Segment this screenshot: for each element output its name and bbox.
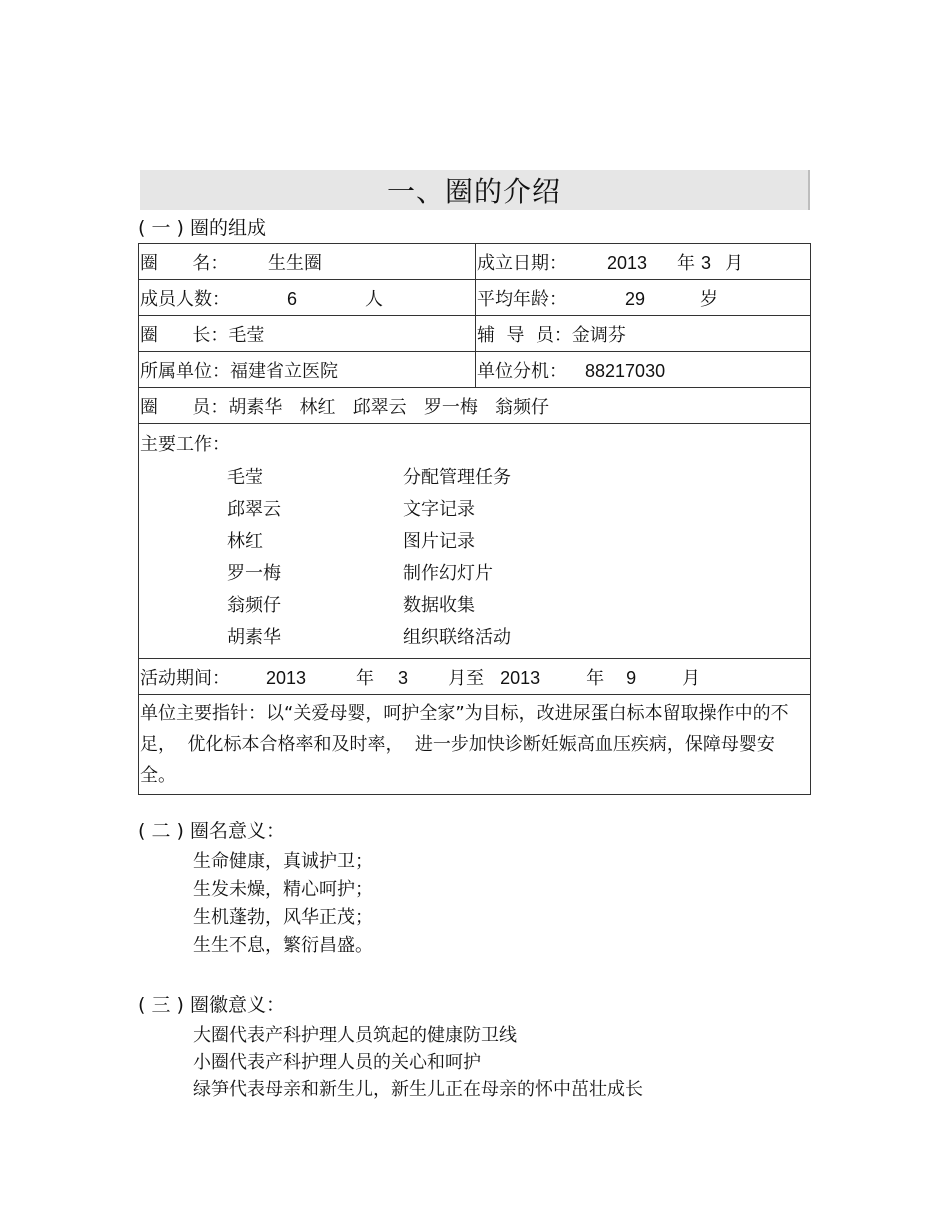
table-row bbox=[139, 659, 811, 695]
advisor-value: 金调芬 bbox=[571, 324, 626, 346]
unit-value: 福建省立医院 bbox=[230, 360, 338, 382]
circle-name-label: 圈 名： bbox=[140, 252, 229, 274]
members-value: 胡素华 林红 邱翠云 罗一梅 翁频仔 bbox=[228, 396, 550, 418]
unit-cell bbox=[139, 352, 476, 388]
work-list bbox=[140, 460, 810, 652]
list-item bbox=[140, 524, 810, 556]
table-row bbox=[139, 424, 811, 659]
circle-name-value: 生生圈 bbox=[268, 252, 322, 274]
founded-year-unit: 年 bbox=[677, 252, 696, 274]
period-end-month: 9 bbox=[626, 667, 637, 688]
circle-name-cell bbox=[139, 244, 476, 280]
members-count-label: 成员人数： bbox=[140, 288, 230, 310]
work-member-name: 胡素华 bbox=[227, 627, 281, 648]
work-member-name: 毛莹 bbox=[227, 467, 263, 488]
work-member-task: 文字记录 bbox=[403, 499, 475, 520]
unit-label: 所属单位： bbox=[140, 360, 230, 382]
emblem-meaning-line: 绿笋代表母亲和新生儿，新生儿正在母亲的怀中茁壮成长 bbox=[193, 1079, 643, 1100]
work-member-task: 组织联络活动 bbox=[403, 627, 511, 648]
founded-date-label: 成立日期： bbox=[477, 252, 567, 274]
work-member-name: 林红 bbox=[227, 531, 263, 552]
members-cell bbox=[139, 388, 811, 424]
members-count-cell bbox=[139, 280, 476, 316]
founded-month-unit: 月 bbox=[725, 252, 744, 274]
work-member-name: 翁频仔 bbox=[227, 595, 281, 616]
main-work-label: 主要工作： bbox=[140, 434, 230, 455]
leader-cell bbox=[139, 316, 476, 352]
emblem-meaning-line: 小圈代表产科护理人员的关心和呵护 bbox=[193, 1052, 481, 1073]
table-row bbox=[139, 280, 811, 316]
members-label: 圈 员： bbox=[140, 396, 229, 418]
founded-date-cell bbox=[476, 244, 811, 280]
period-start-year: 2013 bbox=[266, 667, 307, 688]
members-count-value: 6 bbox=[287, 288, 298, 309]
leader-value: 毛莹 bbox=[228, 324, 265, 346]
main-work-cell bbox=[139, 424, 811, 659]
table-row bbox=[139, 695, 811, 795]
period-start-month: 3 bbox=[398, 667, 409, 688]
average-age-value: 29 bbox=[625, 288, 646, 309]
list-item bbox=[140, 588, 810, 620]
table-row bbox=[139, 352, 811, 388]
advisor-label: 辅 导 员： bbox=[477, 324, 572, 346]
work-member-task: 图片记录 bbox=[403, 531, 475, 552]
table-row bbox=[139, 388, 811, 424]
list-item bbox=[140, 556, 810, 588]
extension-value: 88217030 bbox=[585, 360, 666, 381]
guideline-text: 单位主要指针：以“关爱母婴，呵护全家”为目标，改进尿蛋白标本留取操作中的不足， 优化标本合格率和及时率， 进一步加快诊断妊娠高血压疾病，保障母婴安全。 bbox=[140, 703, 789, 786]
name-meaning-line: 生发未燥，精心呵护； bbox=[193, 879, 373, 900]
work-member-task: 分配管理任务 bbox=[403, 467, 511, 488]
average-age-cell bbox=[476, 280, 811, 316]
period-end-year: 2013 bbox=[500, 667, 541, 688]
average-age-label: 平均年龄： bbox=[477, 288, 567, 310]
section-heading-composition: ( 一 ) 圈的组成 bbox=[138, 217, 266, 239]
average-age-unit: 岁 bbox=[700, 288, 719, 310]
activity-period-label: 活动期间： bbox=[140, 667, 230, 689]
section-heading-name-meaning: ( 二 ) 圈名意义： bbox=[138, 820, 285, 842]
leader-label: 圈 长： bbox=[140, 324, 229, 346]
list-item bbox=[140, 492, 810, 524]
section-heading-emblem-meaning: ( 三 ) 圈徽意义： bbox=[138, 994, 285, 1016]
advisor-cell bbox=[476, 316, 811, 352]
founded-month: 3 bbox=[701, 252, 712, 273]
founded-year: 2013 bbox=[607, 252, 648, 273]
period-year-unit-2: 年 bbox=[586, 667, 605, 689]
table-row bbox=[139, 316, 811, 352]
circle-info-table bbox=[138, 243, 811, 795]
work-member-task: 制作幻灯片 bbox=[403, 563, 493, 584]
table-row bbox=[139, 244, 811, 280]
name-meaning-line: 生命健康，真诚护卫； bbox=[193, 851, 373, 872]
name-meaning-line: 生生不息，繁衍昌盛。 bbox=[193, 935, 373, 956]
activity-period-cell bbox=[139, 659, 811, 695]
page-title-text: 一、圈的介绍 bbox=[386, 175, 561, 208]
name-meaning-line: 生机蓬勃，风华正茂； bbox=[193, 907, 373, 928]
period-to: 月至 bbox=[448, 667, 485, 689]
members-count-unit: 人 bbox=[365, 288, 384, 310]
guideline-cell bbox=[139, 695, 811, 795]
list-item bbox=[140, 460, 810, 492]
list-item bbox=[140, 620, 810, 652]
page-title bbox=[140, 170, 810, 210]
work-member-name: 邱翠云 bbox=[227, 499, 281, 520]
extension-cell bbox=[476, 352, 811, 388]
extension-label: 单位分机： bbox=[477, 360, 567, 382]
work-member-name: 罗一梅 bbox=[227, 563, 281, 584]
work-member-task: 数据收集 bbox=[403, 595, 475, 616]
emblem-meaning-line: 大圈代表产科护理人员筑起的健康防卫线 bbox=[193, 1025, 517, 1046]
period-year-unit-1: 年 bbox=[356, 667, 375, 689]
period-month-unit: 月 bbox=[682, 667, 701, 689]
